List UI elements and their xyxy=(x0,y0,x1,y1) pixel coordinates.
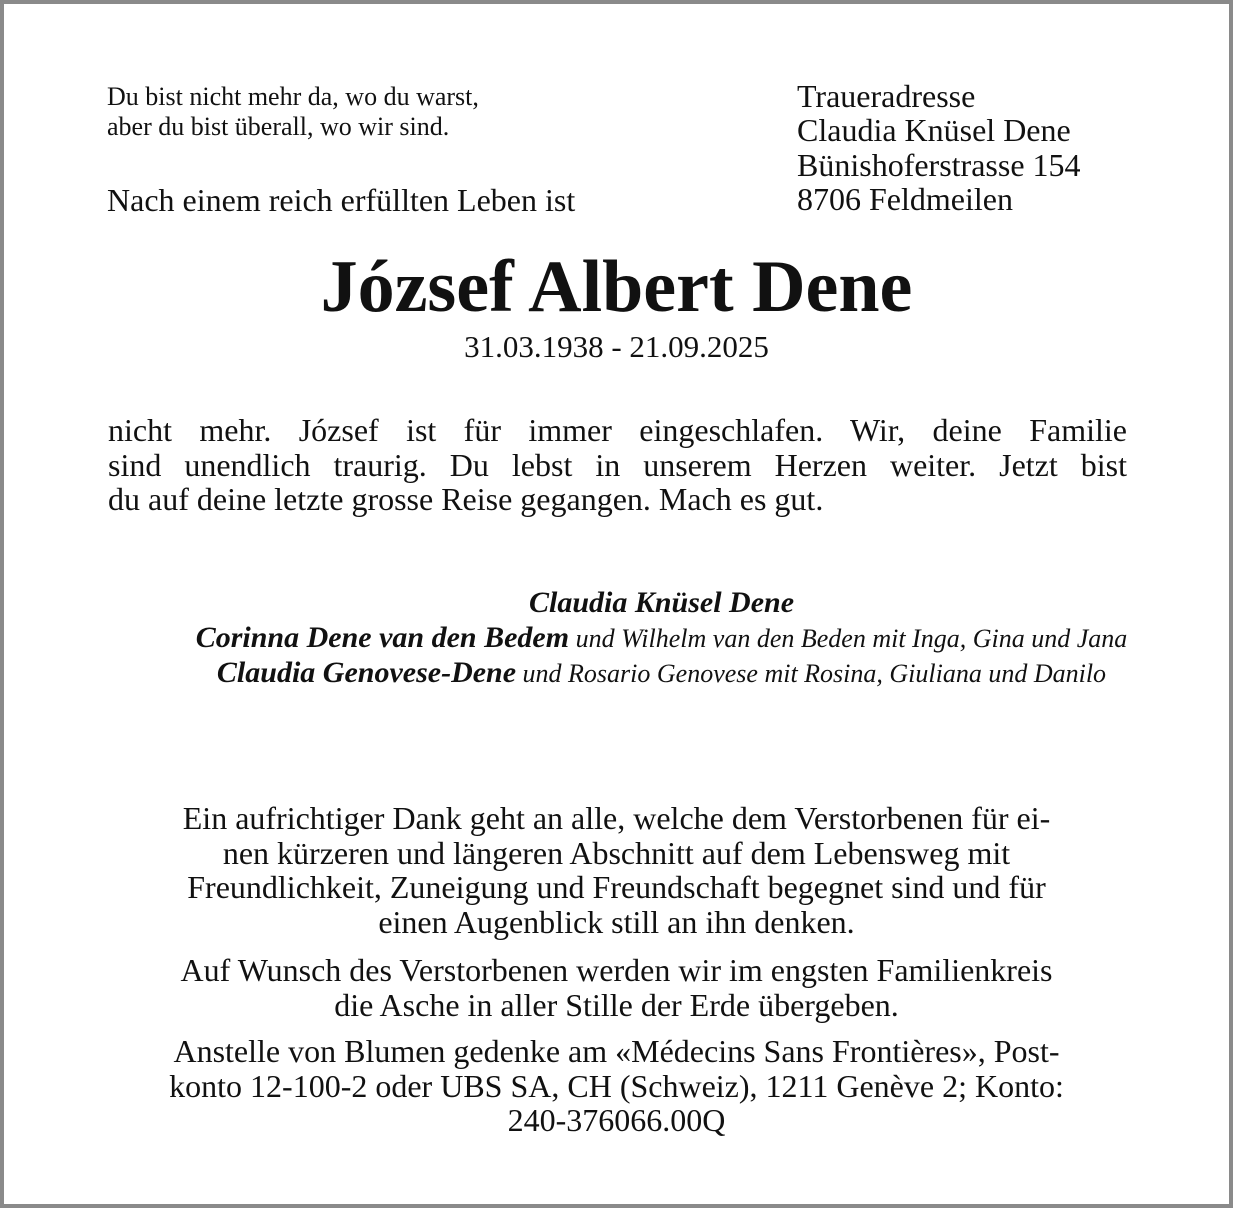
donation-line: konto 12-100-2 oder UBS SA, CH (Schweiz), 1211 Genève 2; Konto: xyxy=(169,1067,1064,1104)
thanks-line: einen Augenblick still an ihn denken. xyxy=(378,903,855,940)
family-line xyxy=(0,621,1233,655)
burial-line: die Asche in aller Stille der Erde übergeben. xyxy=(334,986,899,1023)
message-line: nicht mehr. József ist für immer eingeschlafen. Wir, deine Familie xyxy=(108,412,1127,448)
thanks-paragraph xyxy=(0,801,1233,939)
thanks-line: Freundlichkeit, Zuneigung und Freundschaft begegnet sind und für xyxy=(187,869,1046,905)
quote-line: aber du bist überall, wo wir sind. xyxy=(107,112,450,141)
family-member-rest: und Rosario Genovese mit Rosina, Giuliana und Danilo xyxy=(522,659,1107,688)
address-line: 8706 Feldmeilen xyxy=(797,181,1013,217)
donation-line: Anstelle von Blumen gedenke am «Médecins Sans Frontières», Post- xyxy=(173,1033,1060,1069)
thanks-line: nen kürzeren und längeren Abschnitt auf dem Lebensweg mit xyxy=(222,834,1011,871)
message-line: sind unendlich traurig. Du lebst in unserem Herzen weiter. Jetzt bist xyxy=(108,446,1127,483)
intro-text: Nach einem reich erfüllten Leben ist xyxy=(107,182,576,218)
donation-paragraph xyxy=(0,1034,1233,1138)
life-dates: 31.03.1938 - 21.09.2025 xyxy=(464,329,769,364)
family-member-main: Claudia Genovese-Dene xyxy=(216,656,517,689)
family-member-main: Corinna Dene van den Bedem xyxy=(195,621,570,654)
message-paragraph xyxy=(108,413,1127,517)
thanks-line: Ein aufrichtiger Dank geht an alle, welche dem Verstorbenen für ei- xyxy=(182,800,1051,836)
burial-line: Auf Wunsch des Verstorbenen werden wir im engsten Familienkreis xyxy=(180,952,1053,988)
family-member-main: Claudia Knüsel Dene xyxy=(528,586,795,619)
address-line: Bünishoferstrasse 154 xyxy=(797,147,1081,183)
message-line: du auf deine letzte grosse Reise gegangen. Mach es gut. xyxy=(108,481,824,517)
family-line xyxy=(0,656,1233,690)
burial-paragraph xyxy=(0,953,1233,1022)
family-member-rest: und Wilhelm van den Beden mit Inga, Gina und Jana xyxy=(575,624,1128,653)
deceased-name: József Albert Dene xyxy=(320,246,913,328)
quote-line: Du bist nicht mehr da, wo du warst, xyxy=(107,82,479,111)
family-line xyxy=(0,586,1233,620)
address-heading: Traueradresse xyxy=(797,78,976,114)
address-line: Claudia Knüsel Dene xyxy=(797,112,1071,148)
donation-line: 240-376066.00Q xyxy=(507,1102,726,1138)
